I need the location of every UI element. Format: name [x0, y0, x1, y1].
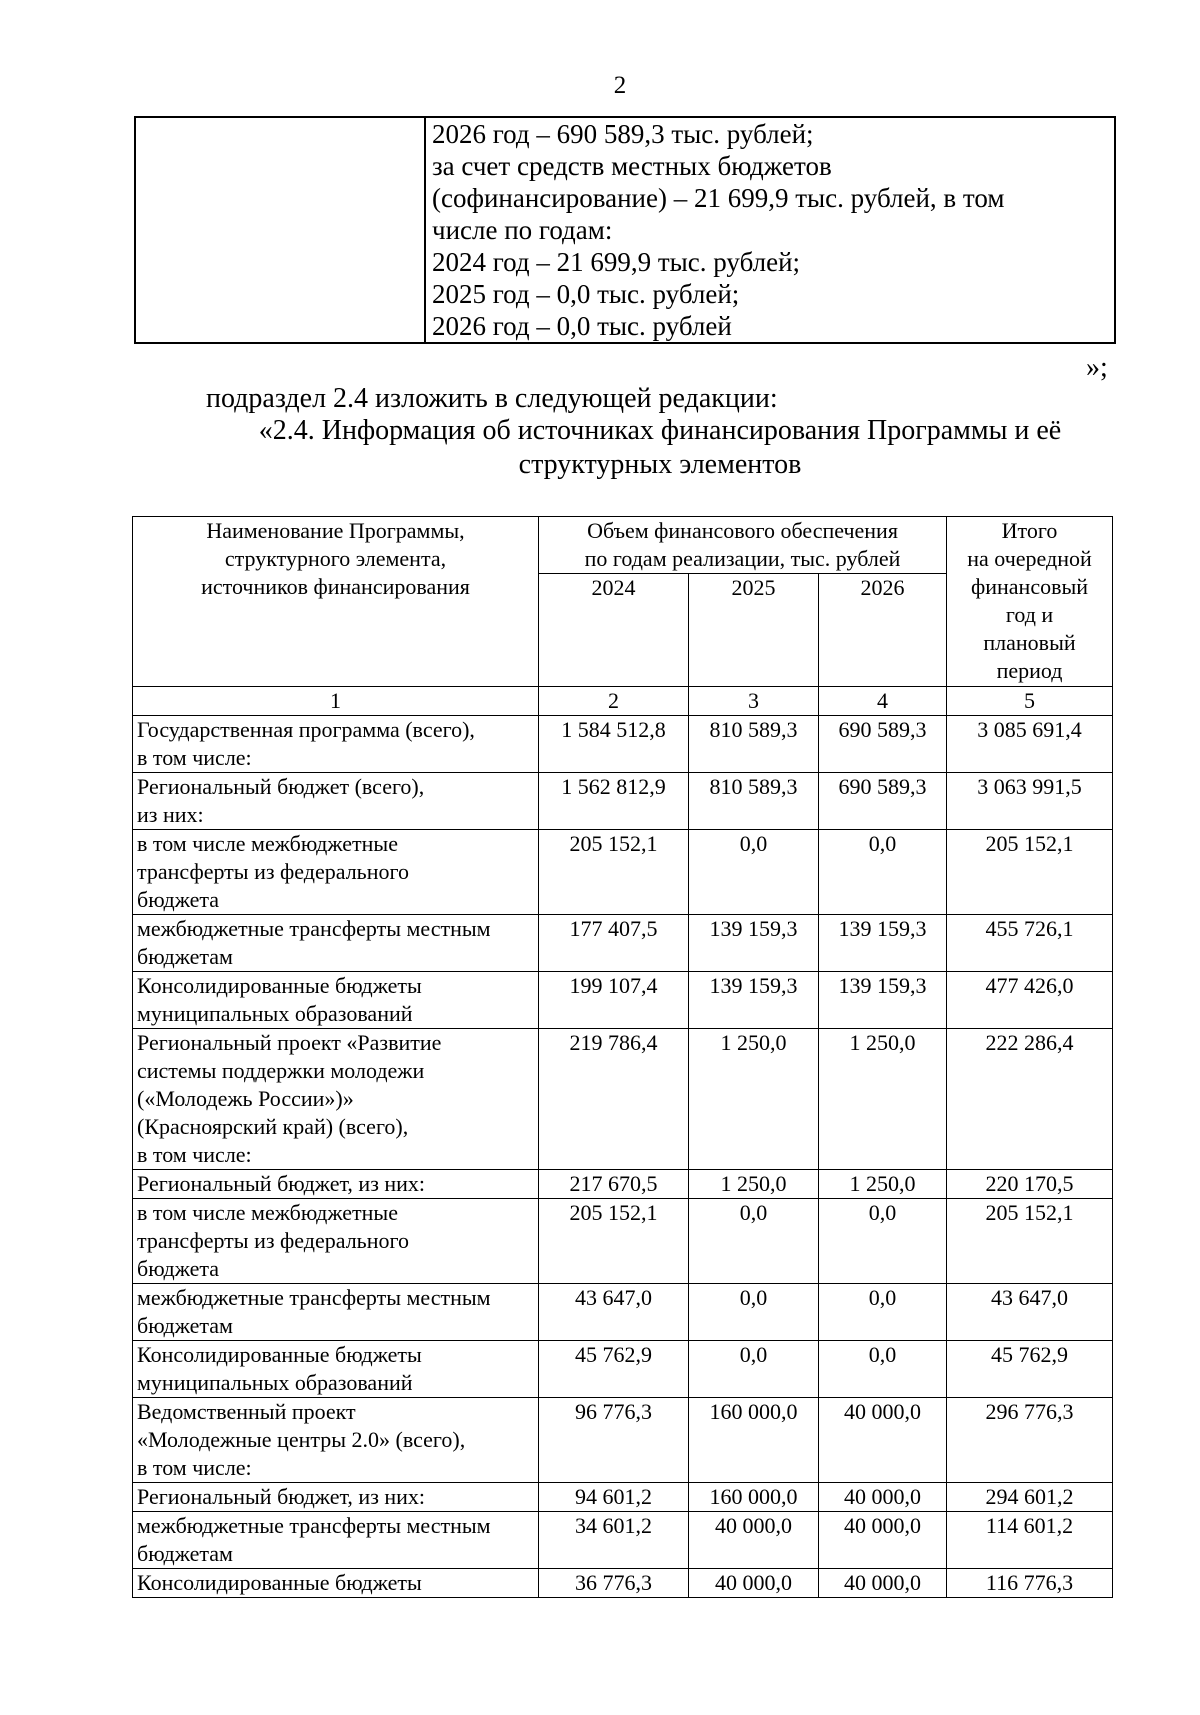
row-name-line: трансферты из федерального: [137, 1228, 409, 1253]
row-name-cell: [133, 1341, 539, 1398]
row-name-line: Региональный проект «Развитие: [137, 1030, 442, 1055]
row-name-line: бюджетам: [137, 1313, 233, 1338]
header-text: Объем финансового обеспечения: [587, 518, 898, 543]
section-title-line: структурных элементов: [518, 449, 802, 480]
row-name-line: трансферты из федерального: [137, 859, 409, 884]
continuation-table-empty-cell: [135, 117, 425, 343]
value-2025-cell: 0,0: [689, 1284, 819, 1341]
value-total-cell: 294 601,2: [947, 1483, 1113, 1512]
row-name-cell: [133, 1170, 539, 1199]
row-name-line: Консолидированные бюджеты: [137, 1342, 422, 1367]
funding-text-line: числе по годам:: [432, 215, 613, 245]
value-2026-cell: 0,0: [819, 830, 947, 915]
value-2024-cell: 219 786,4: [539, 1029, 689, 1170]
row-name-cell: [133, 972, 539, 1029]
row-name-cell: [133, 1512, 539, 1569]
row-name-cell: [133, 915, 539, 972]
row-name-cell: [133, 1483, 539, 1512]
financing-table: [132, 516, 1113, 1598]
funding-text-line: за счет средств местных бюджетов: [432, 151, 832, 181]
value-2024-cell: 1 562 812,9: [539, 773, 689, 830]
row-name-line: Региональный бюджет (всего),: [137, 774, 425, 799]
value-2026-cell: 139 159,3: [819, 972, 947, 1029]
value-2024-cell: 34 601,2: [539, 1512, 689, 1569]
value-2025-cell: 160 000,0: [689, 1483, 819, 1512]
table-row: [133, 773, 1113, 830]
row-name-line: Консолидированные бюджеты: [137, 973, 422, 998]
value-2024-cell: 96 776,3: [539, 1398, 689, 1483]
row-name-line: Консолидированные бюджеты: [137, 1570, 422, 1595]
value-2024-cell: 177 407,5: [539, 915, 689, 972]
value-2025-cell: 810 589,3: [689, 773, 819, 830]
value-2025-cell: 0,0: [689, 830, 819, 915]
value-total-cell: 477 426,0: [947, 972, 1113, 1029]
funding-text-line: 2026 год – 0,0 тыс. рублей: [432, 311, 732, 341]
table-row: [133, 830, 1113, 915]
value-2026-cell: 0,0: [819, 1284, 947, 1341]
value-2025-cell: 810 589,3: [689, 716, 819, 773]
continuation-table-text-cell: [425, 117, 1115, 343]
row-name-line: в том числе:: [137, 1455, 252, 1480]
header-total-cell: [947, 517, 1113, 687]
value-2024-cell: 94 601,2: [539, 1483, 689, 1512]
row-name-line: межбюджетные трансферты местным: [137, 1285, 491, 1310]
value-total-cell: 3 085 691,4: [947, 716, 1113, 773]
value-2026-cell: 0,0: [819, 1341, 947, 1398]
table-row: [133, 915, 1113, 972]
row-name-line: бюджетам: [137, 944, 233, 969]
header-text: структурного элемента,: [224, 546, 447, 571]
value-2026-cell: 690 589,3: [819, 716, 947, 773]
value-total-cell: 220 170,5: [947, 1170, 1113, 1199]
value-2025-cell: 0,0: [689, 1341, 819, 1398]
header-text: источников финансирования: [201, 574, 470, 599]
funding-text-line: (софинансирование) – 21 699,9 тыс. рублей, в том: [432, 183, 1005, 213]
funding-text-line: 2024 год – 21 699,9 тыс. рублей;: [432, 247, 801, 277]
column-number-cell: 1: [133, 687, 539, 716]
table-row: [133, 1284, 1113, 1341]
header-text: по годам реализации, тыс. рублей: [584, 546, 901, 571]
row-name-line: Региональный бюджет, из них:: [137, 1171, 426, 1196]
value-2024-cell: 199 107,4: [539, 972, 689, 1029]
page-number: 2: [613, 72, 627, 99]
row-name-line: в том числе:: [137, 745, 252, 770]
row-name-line: в том числе межбюджетные: [137, 831, 398, 856]
row-name-line: муниципальных образований: [137, 1370, 413, 1395]
subsection-instruction: подраздел 2.4 изложить в следующей редакции:: [206, 383, 778, 414]
row-name-cell: [133, 1569, 539, 1598]
value-total-cell: 205 152,1: [947, 1199, 1113, 1284]
header-text: год и: [1005, 602, 1054, 627]
funding-text-line: 2026 год – 690 589,3 тыс. рублей;: [432, 119, 814, 149]
row-name-line: («Молодежь России»)»: [137, 1086, 354, 1111]
row-name-cell: [133, 773, 539, 830]
value-2026-cell: 0,0: [819, 1199, 947, 1284]
value-total-cell: 222 286,4: [947, 1029, 1113, 1170]
value-2026-cell: 139 159,3: [819, 915, 947, 972]
table-row: [133, 1341, 1113, 1398]
value-2024-cell: 45 762,9: [539, 1341, 689, 1398]
value-2026-cell: 40 000,0: [819, 1398, 947, 1483]
row-name-cell: [133, 1398, 539, 1483]
value-2024-cell: 1 584 512,8: [539, 716, 689, 773]
row-name-line: Ведомственный проект: [137, 1399, 356, 1424]
value-2024-cell: 43 647,0: [539, 1284, 689, 1341]
value-2026-cell: 1 250,0: [819, 1170, 947, 1199]
header-name-cell: [133, 517, 539, 687]
row-name-cell: [133, 1029, 539, 1170]
header-row: [133, 517, 1113, 574]
table-row: [133, 1199, 1113, 1284]
value-2025-cell: 40 000,0: [689, 1569, 819, 1598]
value-2026-cell: 690 589,3: [819, 773, 947, 830]
value-total-cell: 45 762,9: [947, 1341, 1113, 1398]
row-name-cell: [133, 830, 539, 915]
funding-text-line: 2025 год – 0,0 тыс. рублей;: [432, 279, 740, 309]
row-name-line: межбюджетные трансферты местным: [137, 1513, 491, 1538]
row-name-cell: [133, 1199, 539, 1284]
value-2025-cell: 139 159,3: [689, 915, 819, 972]
column-number-cell: 2: [539, 687, 689, 716]
financing-table-body: [133, 716, 1113, 1598]
value-2024-cell: 205 152,1: [539, 1199, 689, 1284]
value-2025-cell: 0,0: [689, 1199, 819, 1284]
row-name-line: Региональный бюджет, из них:: [137, 1484, 426, 1509]
value-2025-cell: 40 000,0: [689, 1512, 819, 1569]
value-total-cell: 296 776,3: [947, 1398, 1113, 1483]
row-name-line: Государственная программа (всего),: [137, 717, 475, 742]
value-2024-cell: 36 776,3: [539, 1569, 689, 1598]
header-volume-cell: [539, 517, 947, 574]
value-total-cell: 43 647,0: [947, 1284, 1113, 1341]
header-text: финансовый: [970, 574, 1089, 599]
row-name-line: муниципальных образований: [137, 1001, 413, 1026]
column-number-cell: 5: [947, 687, 1113, 716]
header-text: Наименование Программы,: [206, 518, 465, 543]
table-row: [133, 1029, 1113, 1170]
row-name-line: межбюджетные трансферты местным: [137, 916, 491, 941]
continuation-table: [134, 116, 1116, 344]
header-text: период: [996, 658, 1063, 683]
row-name-line: бюджета: [137, 1256, 220, 1281]
section-title-line: «2.4. Информация об источниках финансирования Программы и её: [258, 415, 1062, 446]
row-name-cell: [133, 1284, 539, 1341]
table-row: [133, 1398, 1113, 1483]
table-row: [133, 972, 1113, 1029]
value-total-cell: 114 601,2: [947, 1512, 1113, 1569]
value-total-cell: 455 726,1: [947, 915, 1113, 972]
value-2026-cell: 1 250,0: [819, 1029, 947, 1170]
value-2026-cell: 40 000,0: [819, 1483, 947, 1512]
closing-quote: »;: [1086, 352, 1108, 383]
row-name-cell: [133, 716, 539, 773]
row-name-line: «Молодежные центры 2.0» (всего),: [137, 1427, 466, 1452]
row-name-line: в том числе межбюджетные: [137, 1200, 398, 1225]
value-2026-cell: 40 000,0: [819, 1569, 947, 1598]
header-year-cell: 2024: [539, 574, 689, 687]
table-row: [133, 716, 1113, 773]
value-2024-cell: 217 670,5: [539, 1170, 689, 1199]
header-text: Итого: [1001, 518, 1058, 543]
header-text: на очередной: [967, 546, 1092, 571]
value-2025-cell: 139 159,3: [689, 972, 819, 1029]
column-number-row: [133, 687, 1113, 716]
value-2026-cell: 40 000,0: [819, 1512, 947, 1569]
row-name-line: из них:: [137, 802, 204, 827]
row-name-line: бюджета: [137, 887, 220, 912]
row-name-line: (Красноярский край) (всего),: [137, 1114, 409, 1139]
header-text: плановый: [983, 630, 1076, 655]
value-2024-cell: 205 152,1: [539, 830, 689, 915]
header-year-cell: 2025: [689, 574, 819, 687]
section-title: [120, 414, 1200, 482]
row-name-line: системы поддержки молодежи: [137, 1058, 425, 1083]
value-2025-cell: 160 000,0: [689, 1398, 819, 1483]
row-name-line: в том числе:: [137, 1142, 252, 1167]
value-total-cell: 116 776,3: [947, 1569, 1113, 1598]
value-total-cell: 3 063 991,5: [947, 773, 1113, 830]
row-name-line: бюджетам: [137, 1541, 233, 1566]
header-year-cell: 2026: [819, 574, 947, 687]
column-number-cell: 3: [689, 687, 819, 716]
value-2025-cell: 1 250,0: [689, 1170, 819, 1199]
table-row: [133, 1569, 1113, 1598]
table-row: [133, 1483, 1113, 1512]
column-number-cell: 4: [819, 687, 947, 716]
table-row: [133, 1170, 1113, 1199]
value-2025-cell: 1 250,0: [689, 1029, 819, 1170]
table-row: [133, 1512, 1113, 1569]
value-total-cell: 205 152,1: [947, 830, 1113, 915]
